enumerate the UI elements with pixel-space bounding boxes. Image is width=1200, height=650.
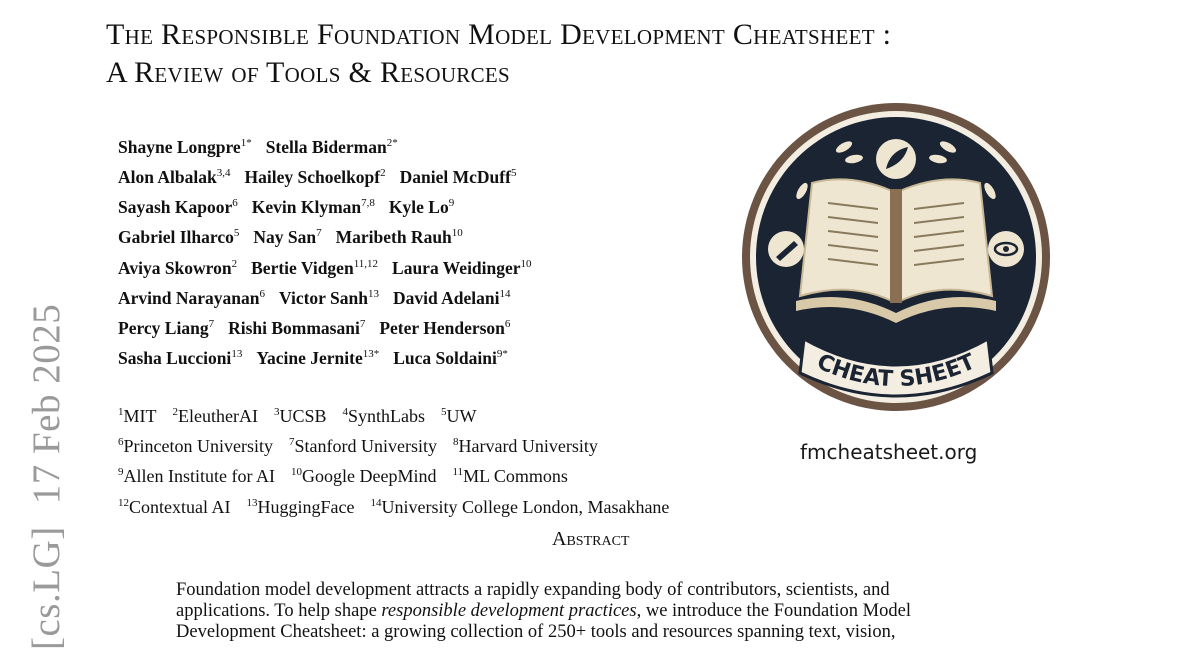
author-row bbox=[118, 219, 546, 249]
affiliation: $^2$EleutherAI bbox=[172, 406, 258, 426]
abstract-line: Foundation model development attracts a rapidly expanding body of contributors, scientists, and bbox=[176, 580, 890, 600]
affiliation: $^{12}$Contextual AI bbox=[118, 496, 231, 517]
affiliation: $^3$UCSB bbox=[273, 406, 327, 426]
author-affiliation-marker: 14 bbox=[499, 287, 511, 300]
arxiv-date: 17 Feb 2025 bbox=[25, 303, 68, 505]
affiliation: $^7$Stanford University bbox=[288, 436, 437, 457]
author-affiliation-marker: 13 bbox=[367, 287, 379, 300]
author-affiliation-marker: 13* bbox=[362, 348, 380, 361]
author-row bbox=[118, 339, 546, 369]
author-name: Luca Soldaini$^{9*}$ bbox=[393, 348, 508, 369]
open-book-emblem-icon bbox=[796, 179, 996, 323]
affiliation: $^1$MIT bbox=[118, 406, 157, 426]
affiliation: $^6$Princeton University bbox=[118, 436, 273, 457]
author-name: Laura Weidinger$^{10}$ bbox=[392, 257, 532, 278]
pen-emblem-icon bbox=[768, 231, 804, 267]
paper-title bbox=[106, 16, 891, 92]
affiliation-list bbox=[118, 398, 685, 519]
abstract-line: Development Cheatsheet: a growing collection of 250+ tools and resources spanning text, vision, bbox=[176, 622, 896, 642]
affiliation: $^4$SynthLabs bbox=[342, 406, 426, 426]
author-name: Sayash Kapoor$^6$ bbox=[118, 197, 238, 218]
author-affiliation-marker: 2 bbox=[231, 257, 238, 270]
eye-emblem-icon bbox=[988, 231, 1024, 267]
affiliation-row bbox=[118, 428, 685, 458]
emphasis-text: responsible development practices bbox=[381, 601, 637, 621]
feather-emblem-icon bbox=[876, 139, 916, 179]
author-row bbox=[118, 188, 546, 218]
author-affiliation-marker: 6 bbox=[232, 197, 238, 210]
cheatsheet-logo bbox=[740, 101, 1052, 413]
logo-banner-text: CHEAT SHEET bbox=[813, 349, 979, 393]
author-name: Kevin Klyman$^{7,8}$ bbox=[251, 197, 375, 218]
affiliation-row bbox=[118, 398, 685, 428]
author-name: Sasha Luccioni$^{13}$ bbox=[118, 348, 243, 369]
abstract-text bbox=[176, 580, 1036, 643]
author-affiliation-marker: 5 bbox=[510, 167, 517, 180]
author-affiliation-marker: 7 bbox=[316, 227, 322, 240]
author-name: David Adelani$^{14}$ bbox=[392, 287, 511, 308]
affiliation-row bbox=[118, 489, 685, 519]
abstract-heading: Abstract bbox=[552, 528, 630, 550]
author-name: Nay San$^7$ bbox=[253, 227, 322, 248]
title-line-1: The Responsible Foundation Model Development Cheatsheet : bbox=[106, 18, 892, 51]
arxiv-stamp bbox=[24, 282, 69, 650]
abstract-line: applications. To help shape responsible development practices, we introduce the Foundation Model bbox=[176, 601, 911, 621]
author-name: Bertie Vidgen$^{11,12}$ bbox=[251, 257, 379, 278]
author-name: Kyle Lo$^9$ bbox=[388, 197, 455, 218]
author-name: Rishi Bommasani$^7$ bbox=[228, 317, 366, 338]
author-row bbox=[118, 309, 546, 339]
author-row bbox=[118, 128, 546, 158]
author-affiliation-marker: 1* bbox=[240, 137, 252, 149]
author-name: Shayne Longpre$^{1*}$ bbox=[118, 136, 252, 157]
author-affiliation-marker: 7 bbox=[359, 318, 366, 331]
author-name: Alon Albalak$^{3,4}$ bbox=[118, 167, 231, 188]
author-affiliation-marker: 6 bbox=[259, 287, 265, 300]
author-name: Daniel McDuff$^5$ bbox=[399, 167, 517, 188]
author-affiliation-marker: 2* bbox=[386, 137, 398, 149]
author-affiliation-marker: 3,4 bbox=[216, 167, 231, 180]
author-affiliation-marker: 9* bbox=[496, 348, 508, 361]
website-url[interactable]: fmcheatsheet.org bbox=[800, 440, 978, 464]
author-row bbox=[118, 249, 546, 279]
author-affiliation-marker: 2 bbox=[380, 167, 386, 180]
arxiv-category: [cs.LG] bbox=[25, 526, 68, 650]
author-row bbox=[118, 158, 546, 188]
author-list bbox=[118, 128, 546, 370]
affiliation: $^{14}$University College London, Masakhane bbox=[370, 496, 670, 517]
author-name: Victor Sanh$^{13}$ bbox=[278, 287, 379, 308]
author-name: Stella Biderman$^{2*}$ bbox=[265, 136, 398, 157]
author-affiliation-marker: 13 bbox=[231, 348, 243, 361]
author-name: Maribeth Rauh$^{10}$ bbox=[335, 227, 463, 248]
author-name: Hailey Schoelkopf$^2$ bbox=[244, 167, 386, 188]
author-affiliation-marker: 10 bbox=[451, 227, 463, 240]
author-affiliation-marker: 7 bbox=[208, 318, 215, 331]
affiliation: $^{13}$HuggingFace bbox=[246, 496, 355, 517]
author-name: Aviya Skowron$^2$ bbox=[118, 257, 238, 278]
author-affiliation-marker: 5 bbox=[233, 227, 240, 240]
author-name: Peter Henderson$^6$ bbox=[379, 317, 511, 338]
author-row bbox=[118, 279, 546, 309]
affiliation: $^9$Allen Institute for AI bbox=[118, 466, 275, 487]
affiliation: $^{11}$ML Commons bbox=[452, 466, 568, 487]
author-name: Gabriel Ilharco$^5$ bbox=[118, 227, 240, 248]
author-name: Percy Liang$^7$ bbox=[118, 317, 215, 338]
author-name: Arvind Narayanan$^6$ bbox=[118, 287, 265, 308]
affiliation: $^8$Harvard University bbox=[452, 436, 598, 457]
title-line-2: A Review of Tools & Resources bbox=[106, 56, 511, 89]
author-affiliation-marker: 6 bbox=[504, 318, 511, 331]
author-affiliation-marker: 11,12 bbox=[353, 257, 379, 270]
author-affiliation-marker: 9 bbox=[448, 197, 455, 210]
affiliation: $^5$UW bbox=[441, 406, 477, 426]
author-affiliation-marker: 7,8 bbox=[361, 197, 375, 210]
affiliation: $^{10}$Google DeepMind bbox=[290, 466, 437, 487]
author-affiliation-marker: 10 bbox=[520, 257, 532, 270]
author-name: Yacine Jernite$^{13*}$ bbox=[256, 348, 380, 369]
affiliation-row bbox=[118, 458, 685, 488]
